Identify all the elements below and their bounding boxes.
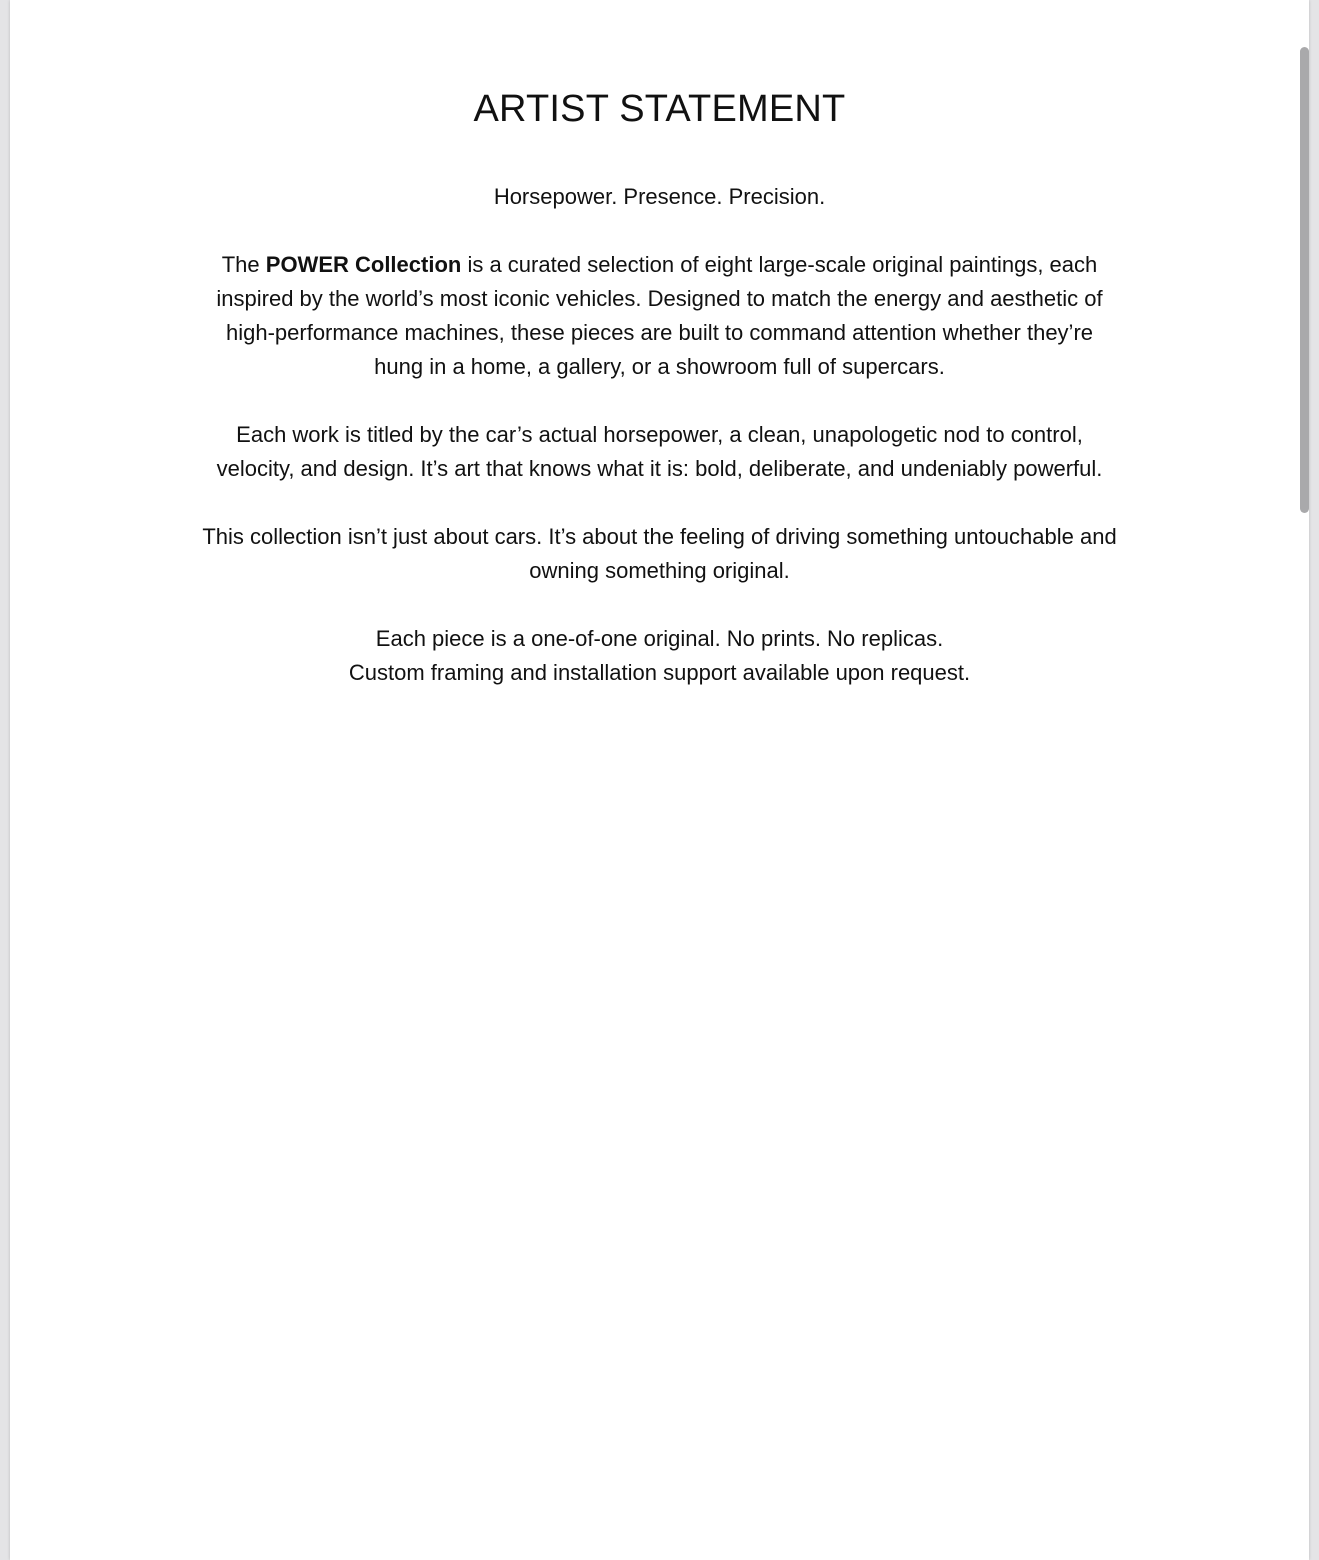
document-page: [10, 0, 1309, 1560]
original-paragraph: [10, 622, 1309, 690]
vertical-scrollbar-thumb[interactable]: [1300, 47, 1309, 513]
intro-prefix: The: [221, 252, 266, 277]
intro-line-3: high-performance machines, these pieces are built to command attention whether they’re: [225, 320, 1094, 345]
original-line-1: Each piece is a one-of-one original. No prints. No replicas.: [375, 626, 944, 651]
intro-paragraph: [10, 248, 1309, 384]
titles-paragraph: [10, 418, 1309, 486]
feeling-paragraph: [10, 520, 1309, 588]
intro-line-4: hung in a home, a gallery, or a showroom full of supercars.: [374, 354, 945, 379]
intro-line-2: inspired by the world’s most iconic vehicles. Designed to match the energy and aesthetic of: [216, 286, 1103, 311]
original-line-2: Custom framing and installation support available upon request.: [348, 660, 971, 685]
intro-line-1: [10, 248, 1309, 282]
collection-name: POWER Collection: [265, 252, 462, 277]
page-title: ARTIST STATEMENT: [473, 88, 846, 130]
tagline: [10, 180, 1309, 214]
intro-line-1-rest: is a curated selection of eight large-scale original paintings, each: [461, 252, 1098, 277]
titles-line-2: velocity, and design. It’s art that knows what it is: bold, deliberate, and undeniably powerful.: [216, 456, 1103, 481]
feeling-line-1: This collection isn’t just about cars. It’s about the feeling of driving something untouchable and: [202, 524, 1117, 549]
titles-line-1: Each work is titled by the car’s actual horsepower, a clean, unapologetic nod to control,: [236, 422, 1083, 447]
tagline-text: Horsepower. Presence. Precision.: [493, 184, 826, 209]
feeling-line-2: owning something original.: [529, 558, 790, 583]
